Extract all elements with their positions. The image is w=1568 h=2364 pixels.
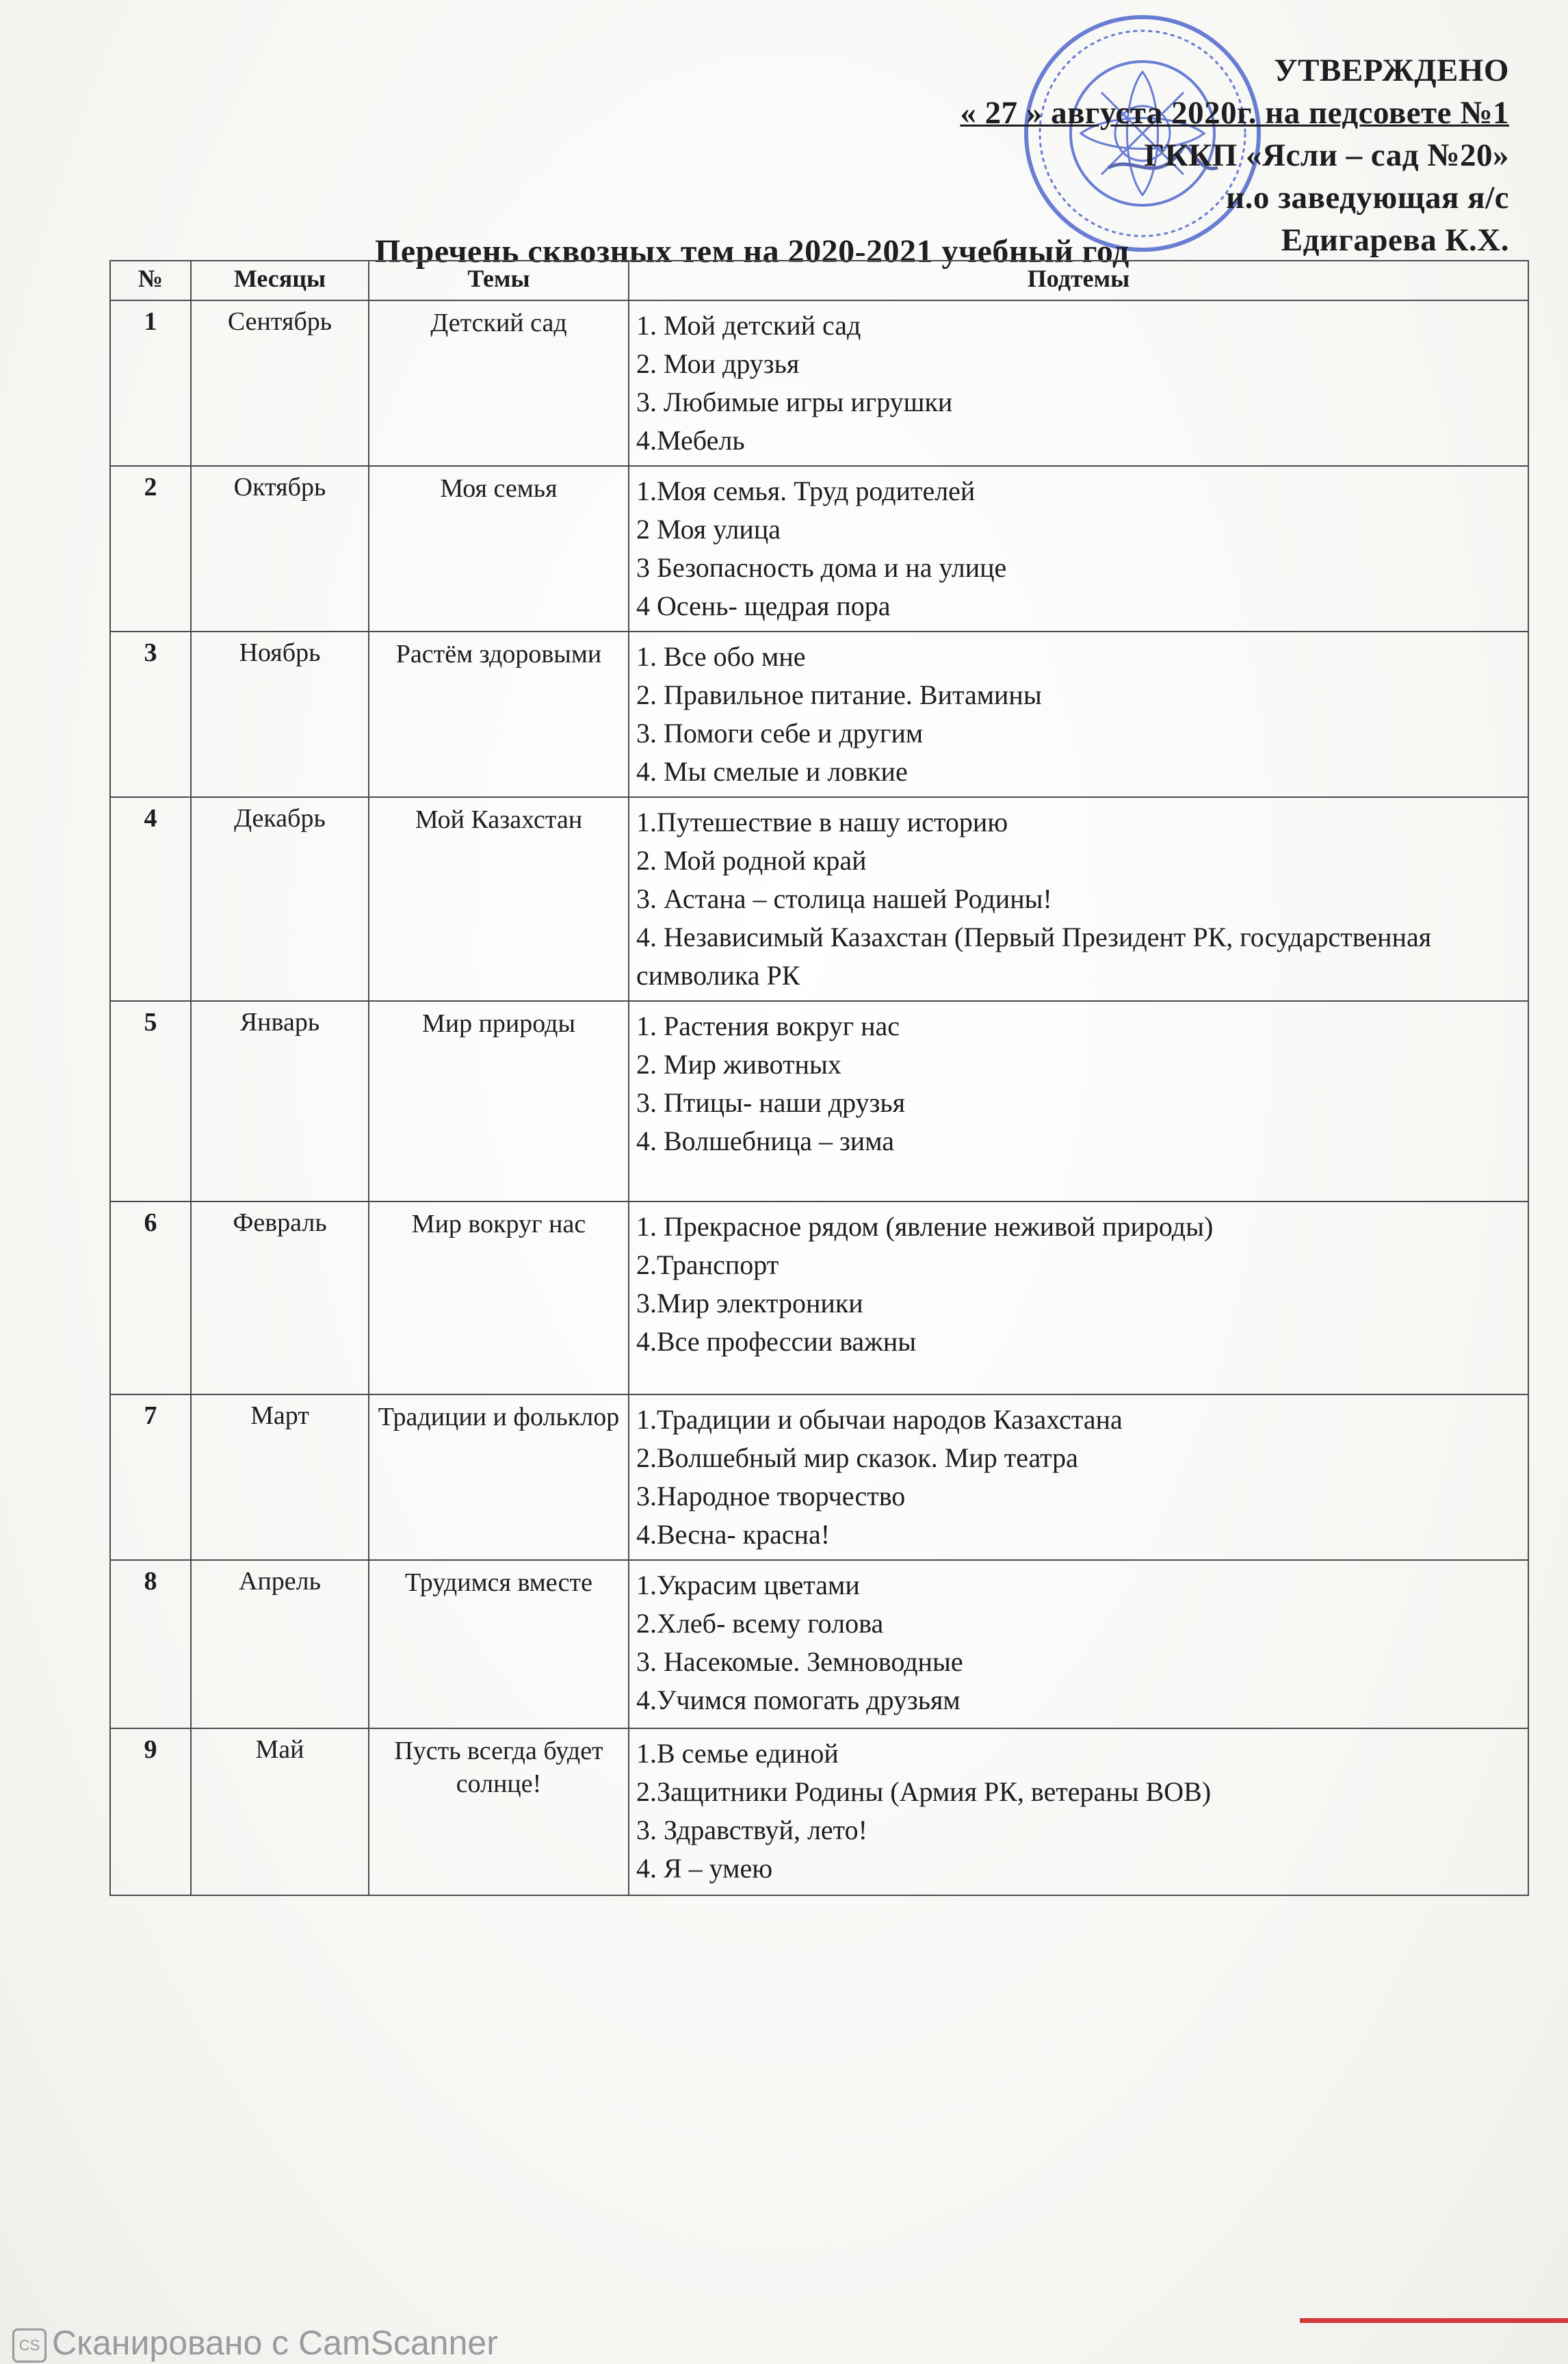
subtheme-item: 3. Астана – столица нашей Родины! xyxy=(636,883,1052,914)
subtheme-item: 1.Украсим цветами xyxy=(636,1570,860,1600)
row-subthemes xyxy=(629,466,1528,632)
row-subthemes xyxy=(629,632,1528,797)
subtheme-item: 3. Любимые игры игрушки xyxy=(636,387,953,417)
subtheme-item: 4. Я – умею xyxy=(636,1853,773,1884)
table-row xyxy=(110,1001,1528,1202)
row-month: Ноябрь xyxy=(191,632,369,797)
row-subthemes xyxy=(629,300,1528,466)
subtheme-item: 3. Здравствуй, лето! xyxy=(636,1815,867,1845)
row-number: 8 xyxy=(110,1560,191,1728)
subtheme-item: 2. Правильное питание. Витамины xyxy=(636,679,1042,710)
row-month: Май xyxy=(191,1728,369,1895)
table-row xyxy=(110,632,1528,797)
table-row xyxy=(110,1560,1528,1728)
subtheme-item: 4. Волшебница – зима xyxy=(636,1126,894,1156)
subtheme-item: 4.Весна- красна! xyxy=(636,1519,831,1550)
subtheme-item: 3. Помоги себе и другим xyxy=(636,718,924,749)
footer-text: Сканировано с CamScanner xyxy=(52,2324,498,2362)
row-number: 7 xyxy=(110,1394,191,1560)
row-number: 4 xyxy=(110,797,191,1001)
subtheme-item: 3. Насекомые. Земноводные xyxy=(636,1646,963,1677)
table-row xyxy=(110,1202,1528,1394)
signatory-name: Едигарева К.Х. xyxy=(1281,222,1509,258)
row-number: 2 xyxy=(110,466,191,632)
signatory-position: и.о заведующая я/с xyxy=(1226,180,1509,216)
footer-red-line xyxy=(1300,2318,1568,2323)
subtheme-item: 1.В семье единой xyxy=(636,1738,839,1769)
subtheme-item: 1. Растения вокруг нас xyxy=(636,1011,900,1041)
row-month: Январь xyxy=(191,1001,369,1202)
row-theme: Детский сад xyxy=(369,300,629,466)
subtheme-item: 4.Все профессии важны xyxy=(636,1326,917,1357)
table-row xyxy=(110,797,1528,1001)
row-subthemes xyxy=(629,1560,1528,1728)
subtheme-item: 4.Учимся помогать друзьям xyxy=(636,1685,961,1715)
row-month: Декабрь xyxy=(191,797,369,1001)
row-month: Февраль xyxy=(191,1202,369,1394)
header-number: № xyxy=(110,261,191,300)
row-subthemes xyxy=(629,1001,1528,1202)
subtheme-item: 4.Мебель xyxy=(636,425,745,456)
subtheme-item: 1. Прекрасное рядом (явление неживой природы) xyxy=(636,1211,1214,1242)
row-month: Март xyxy=(191,1394,369,1560)
row-theme: Трудимся вместе xyxy=(369,1560,629,1728)
row-number: 3 xyxy=(110,632,191,797)
subtheme-item: 1. Все обо мне xyxy=(636,641,806,672)
approval-block xyxy=(960,49,1509,261)
row-theme: Традиции и фольклор xyxy=(369,1394,629,1560)
row-number: 1 xyxy=(110,300,191,466)
row-number: 6 xyxy=(110,1202,191,1394)
table-row xyxy=(110,1728,1528,1895)
subtheme-item: 4. Мы смелые и ловкие xyxy=(636,756,908,787)
row-theme: Мир природы xyxy=(369,1001,629,1202)
row-month: Сентябрь xyxy=(191,300,369,466)
row-theme: Пусть всегда будет солнце! xyxy=(369,1728,629,1895)
subtheme-item: 2. Мой родной край xyxy=(636,845,867,876)
camscanner-footer xyxy=(12,2323,498,2363)
subtheme-item: 2 Моя улица xyxy=(636,514,781,545)
approval-date-line: « 27 » августа 2020г. на педсовете №1 xyxy=(960,95,1509,131)
subtheme-item: 1.Моя семья. Труд родителей xyxy=(636,476,976,506)
row-month: Апрель xyxy=(191,1560,369,1728)
table-header-row xyxy=(110,261,1528,300)
row-subthemes xyxy=(629,1202,1528,1394)
subtheme-item: 2. Мои друзья xyxy=(636,348,800,379)
table-row xyxy=(110,466,1528,632)
row-theme: Мой Казахстан xyxy=(369,797,629,1001)
subtheme-item: 2.Защитники Родины (Армия РК, ветераны ВОВ) xyxy=(636,1776,1212,1807)
table-row xyxy=(110,1394,1528,1560)
subtheme-item: 1.Традиции и обычаи народов Казахстана xyxy=(636,1404,1123,1435)
subtheme-item: 2.Волшебный мир сказок. Мир театра xyxy=(636,1442,1078,1473)
row-theme: Мир вокруг нас xyxy=(369,1202,629,1394)
row-subthemes xyxy=(629,1394,1528,1560)
subtheme-item: 1.Путешествие в нашу историю xyxy=(636,807,1008,837)
subtheme-item: 3. Птицы- наши друзья xyxy=(636,1087,906,1118)
subtheme-item: 3.Мир электроники xyxy=(636,1288,863,1319)
approval-heading: УТВЕРЖДЕНО xyxy=(1274,53,1509,88)
header-theme: Темы xyxy=(369,261,629,300)
row-number: 5 xyxy=(110,1001,191,1202)
subtheme-item: 3 Безопасность дома и на улице xyxy=(636,552,1007,583)
subtheme-item: 4 Осень- щедрая пора xyxy=(636,590,891,621)
themes-table xyxy=(109,260,1529,1896)
table-row xyxy=(110,300,1528,466)
subtheme-item: 2.Транспорт xyxy=(636,1249,779,1280)
document-title: Перечень сквозных тем на 2020-2021 учебный год xyxy=(375,233,1129,270)
organization-name: ГККП «Ясли – сад №20» xyxy=(1144,138,1509,173)
header-month: Месяцы xyxy=(191,261,369,300)
row-theme: Растём здоровыми xyxy=(369,632,629,797)
row-number: 9 xyxy=(110,1728,191,1895)
subtheme-item: 1. Мой детский сад xyxy=(636,310,861,341)
subtheme-item: 2. Мир животных xyxy=(636,1049,841,1080)
subtheme-item: 4. Независимый Казахстан (Первый Президент РК, государственная символика РК xyxy=(636,922,1432,991)
row-month: Октябрь xyxy=(191,466,369,632)
camscanner-logo-icon: CS xyxy=(12,2328,47,2363)
row-subthemes xyxy=(629,797,1528,1001)
row-theme: Моя семья xyxy=(369,466,629,632)
subtheme-item: 3.Народное творчество xyxy=(636,1481,906,1511)
row-subthemes xyxy=(629,1728,1528,1895)
subtheme-item: 2.Хлеб- всему голова xyxy=(636,1608,884,1639)
header-subthemes: Подтемы xyxy=(629,261,1528,300)
